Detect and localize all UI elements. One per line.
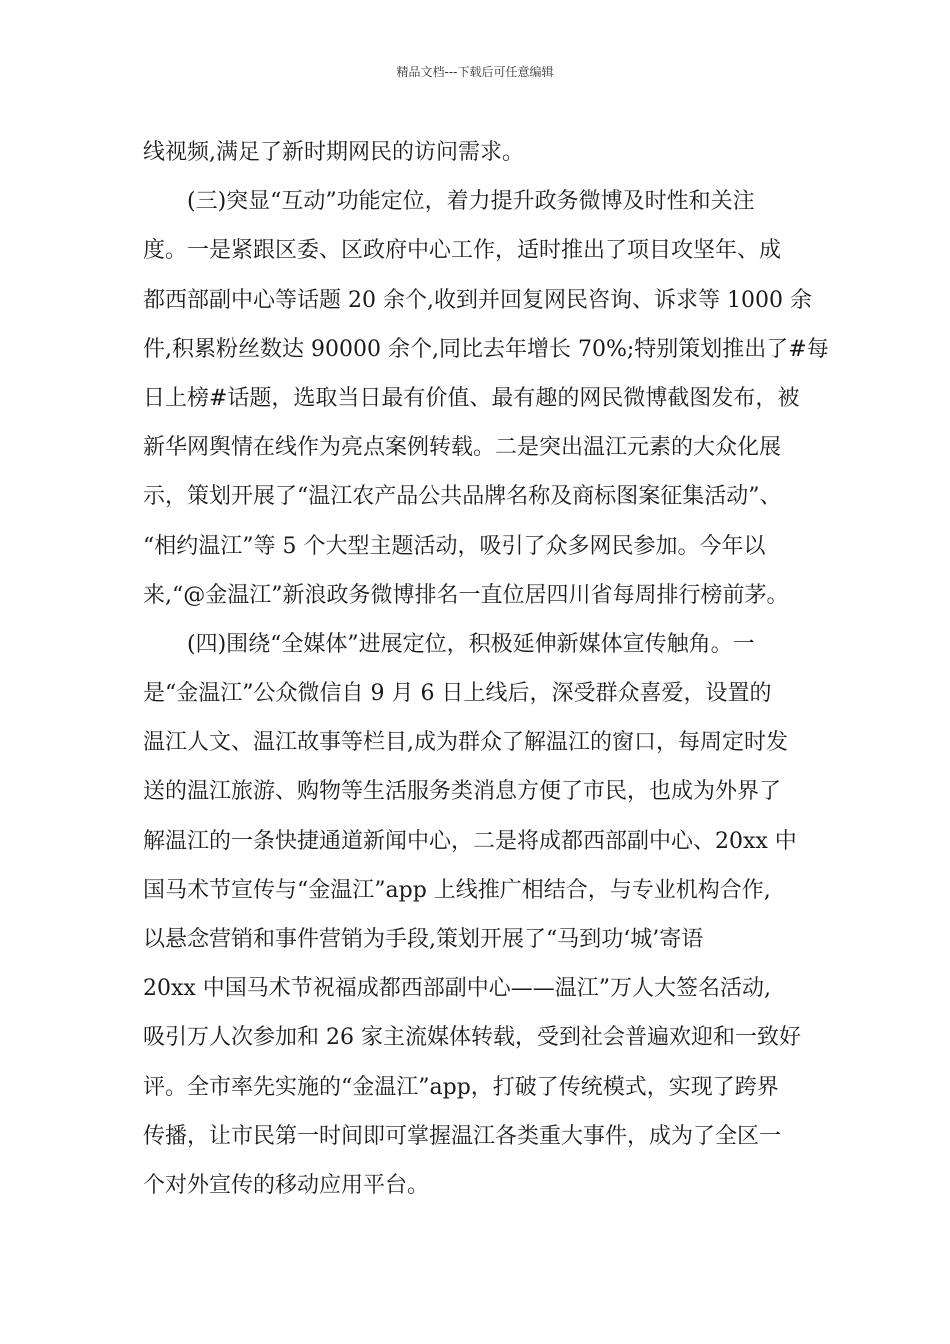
text-line: 评。全市率先实施的“金温江”app，打破了传统模式，实现了跨界: [143, 1074, 779, 1100]
text-line: 新华网舆情在线作为亮点案例转载。二是突出温江元素的大众化展: [143, 435, 782, 461]
text-line: 以悬念营销和事件营销为手段,策划开展了“马到功‘城’寄语: [143, 927, 704, 952]
text-line: 是“金温江”公众微信自 9 月 6 日上线后，深受群众喜爱，设置的: [143, 681, 772, 707]
text-line: 日上榜#话题，选取当日最有价值、最有趣的网民微博截图发布，被: [143, 385, 800, 411]
text-line: 解温江的一条快捷通道新闻中心，二是将成都西部副中心、20xx 中: [143, 828, 797, 854]
text-line: 度。一是紧跟区委、区政府中心工作，适时推出了项目攻坚年、成: [143, 238, 782, 264]
text-line: 温江人文、温江故事等栏目,成为群众了解温江的窗口，每周定时发: [143, 730, 788, 756]
text-line: 20xx 中国马术节祝福成都西部副中心——温江”万人大签名活动,: [143, 976, 772, 1002]
text-line: (三)突显“互动”功能定位，着力提升政务微博及时性和关注: [143, 189, 755, 215]
text-line: 来,“@金温江”新浪政务微博排名一直位居四川省每周排行榜前茅。: [143, 582, 789, 608]
text-line: 个对外宣传的移动应用平台。: [143, 1172, 430, 1198]
text-line: “相约温江”等 5 个大型主题活动，吸引了众多网民参加。今年以: [143, 533, 766, 559]
text-line: 国马术节宣传与“金温江”app 上线推广相结合，与专业机构合作,: [143, 877, 771, 903]
text-line: (四)围绕“全媒体”进展定位，积极延伸新媒体宣传触角。一: [143, 631, 755, 657]
text-line: 线视频,满足了新时期网民的访问需求。: [143, 140, 524, 165]
text-line: 吸引万人次参加和 26 家主流媒体转载，受到社会普遍欢迎和一致好: [143, 1025, 801, 1051]
text-line: 送的温江旅游、购物等生活服务类消息方便了市民，也成为外界了: [143, 779, 782, 805]
document-body: [143, 128, 833, 1210]
page-header: 精品文档---下载后可任意编辑: [396, 65, 554, 79]
text-line: 示，策划开展了“温江农产品公共品牌名称及商标图案征集活动”、: [143, 484, 782, 510]
text-line: 件,积累粉丝数达 90000 余个,同比去年增长 70%;特别策划推出了#每: [143, 336, 829, 362]
text-line: 传播，让市民第一时间即可掌握温江各类重大事件，成为了全区一: [143, 1123, 782, 1149]
text-line: 都西部副中心等话题 20 余个,收到并回复网民咨询、诉求等 1000 余: [143, 287, 812, 313]
